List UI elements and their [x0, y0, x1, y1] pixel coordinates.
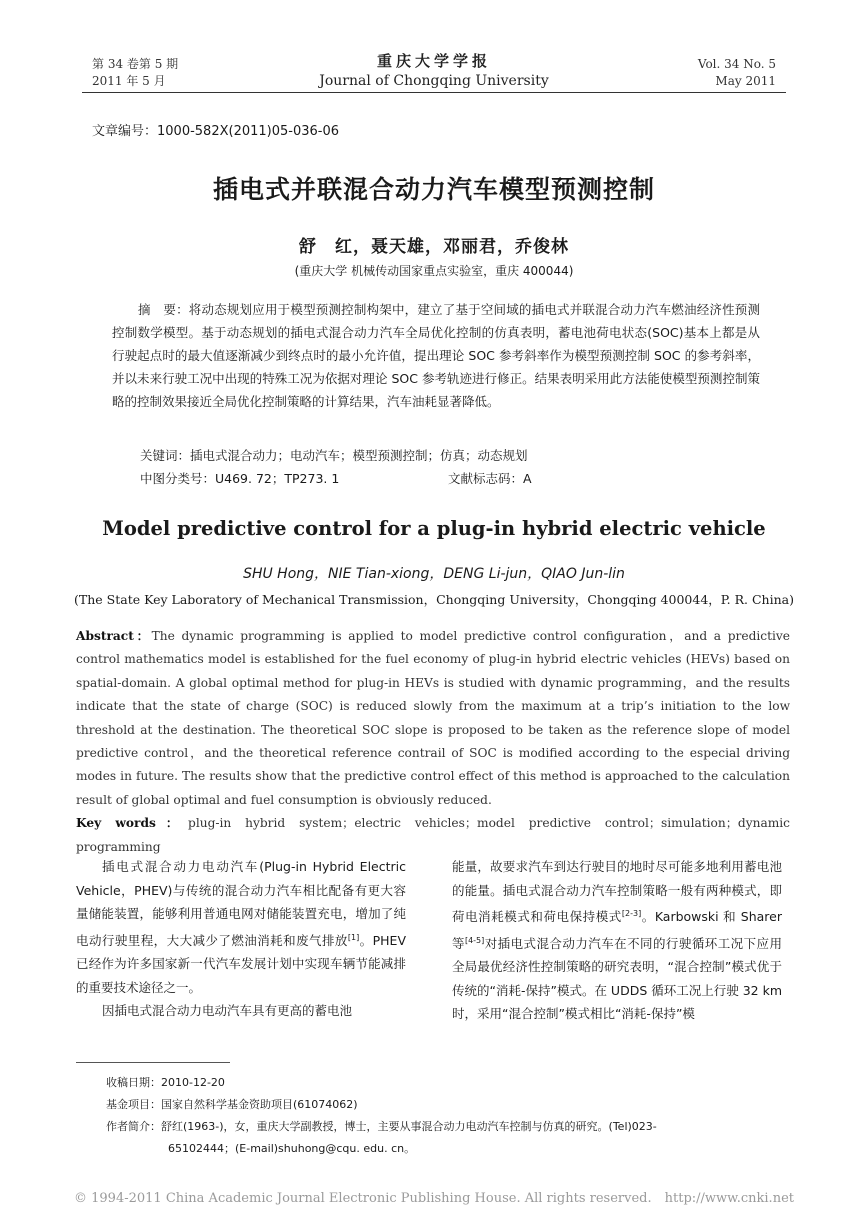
footnote-divider [76, 1062, 230, 1063]
body-paragraph [76, 855, 406, 999]
citation-ref: [2-3] [621, 909, 642, 918]
abstract-en-text: The dynamic programming is applied to model predictive control configuration，and a predictive control mathematics model is established for the fuel economy of plug-in hybrid electric vehicles (HEVs) based on spatial-domain. A global optimal method for plug-in HEVs is studied with dynamic programming，and the results indicate that the state of charge (SOC) is reduced slowly from the maximum at a trip’s initiation to the low threshold at the destination. The theoretical SOC slope is proposed to be taken as the reference slope of model predictive control，and the theoretical reference contrail of SOC is modified according to the especial driving modes in future. The results show that the predictive control effect of this method is approached to the calculation result of global optimal and fuel consumption is obviously reduced. [76, 629, 790, 807]
body-column-left [76, 855, 406, 1023]
document-code: 文献标志码：A [448, 471, 532, 486]
article-number: 文章编号：1000-582X(2011)05-036-06 [92, 124, 340, 139]
authors-cn: 舒 红，聂天雄，邓丽君，乔俊林 [299, 237, 569, 257]
abstract-en [76, 625, 790, 859]
journal-name-cn: 重庆大学学报 [376, 52, 491, 70]
author-bio-continued: 65102444；(E-mail)shuhong@cqu. edu. cn。 [168, 1142, 416, 1155]
body-text: 能量，故要求汽车到达行驶目的地时尽可能多地利用蓄电池的能量。插电式混合动力汽车控制策略一般有两种模式，即荷电消耗模式和荷电保持模式 [452, 859, 782, 925]
header-date-cn-text: 2011 年 5 月 [92, 74, 166, 88]
header-divider [82, 92, 786, 93]
abstract-cn: 摘 要：将动态规划应用于模型预测控制构架中，建立了基于空间域的插电式并联混合动力汽车燃油经济性预测控制数学模型。基于动态规划的插电式混合动力汽车全局优化控制的仿真表明，蓄电池荷电状态(SOC)基本上都是从行驶起点时的最大值逐渐减少到终点时的最小允许值，提出理论 SOC 参考斜率作为模型预测控制 SOC 的参考斜率，并以未来行驶工况中出现的特殊工况为依据对理论 SOC 参考轨迹进行修正。结果表明采用此方法能使模型预测控制策略的控制效果接近全局优化控制策略的计算结果，汽车油耗显著降低。 [112, 302, 760, 409]
keywords-en-text: plug-in hybrid system；electric vehicles；model predictive control；simulation；dynamic programming [76, 816, 790, 854]
header-volume-cn-text: 第 34 卷第 5 期 [92, 57, 179, 71]
keywords-en-label: Key words： [76, 816, 189, 831]
journal-name-en: Journal of Chongqing University [319, 73, 549, 89]
keywords-cn: 关键词：插电式混合动力；电动汽车；模型预测控制；仿真；动态规划 [140, 448, 528, 463]
title-en: Model predictive control for a plug-in hybrid electric vehicle [102, 517, 766, 540]
fund-info: 基金项目：国家自然科学基金资助项目(61074062) [106, 1098, 358, 1111]
header-volume-en-text: Vol. 34 No. 5 [697, 57, 776, 71]
body-text: 插电式混合动力电动汽车(Plug-in Hybrid Electric Vehicle，PHEV)与传统的混合动力汽车相比配备有更大容量储能装置，能够利用普通电网对储能装置充电，增加了纯电动行驶里程，大大减少了燃油消耗和废气排放 [76, 859, 406, 948]
body-text: 。PHEV 已经作为许多国家新一代汽车发展计划中实现车辆节能减排的重要技术途径之一。 [76, 932, 406, 995]
header-volume-cn [92, 56, 178, 90]
body-text: 。Karbowski 和 Sharer 等 [452, 909, 782, 951]
received-date: 收稿日期：2010-12-20 [106, 1076, 225, 1089]
clc-number: 中图分类号：U469. 72；TP273. 1 [140, 471, 340, 486]
body-paragraph [452, 855, 782, 1026]
citation-ref: [4-5] [464, 935, 485, 945]
abstract-en-label: Abstract： [76, 629, 152, 643]
header-date-en-text: May 2011 [715, 74, 776, 88]
classification-row [140, 469, 760, 487]
citation-ref: [1] [347, 932, 360, 942]
affiliation-cn: (重庆大学 机械传动国家重点实验室，重庆 400044) [294, 264, 574, 278]
affiliation-en: (The State Key Laboratory of Mechanical Transmission，Chongqing University，Chongqing 400044，P. R. China) [74, 592, 794, 607]
body-text: 对插电式混合动力汽车在不同的行驶循环工况下应用全局最优经济性控制策略的研究表明，“混合控制”模式优于传统的“消耗-保持”模式。在 UDDS 循环工况上行驶 32 km时，采用“混合控制”模式相比“消耗-保持”模 [452, 935, 783, 1022]
author-bio: 作者简介：舒红(1963-)，女，重庆大学副教授，博士，主要从事混合动力电动汽车控制与仿真的研究。(Tel)023- [106, 1120, 657, 1133]
body-paragraph: 因插电式混合动力电动汽车具有更高的蓄电池 [102, 1003, 353, 1019]
copyright-notice: © 1994-2011 China Academic Journal Electronic Publishing House. All rights reserved. http://www.cnki.net [74, 1191, 794, 1206]
journal-masthead [250, 50, 618, 89]
authors-en: SHU Hong，NIE Tian-xiong，DENG Li-jun，QIAO Jun-lin [243, 566, 625, 582]
body-column-right [452, 855, 782, 1026]
title-cn: 插电式并联混合动力汽车模型预测控制 [212, 175, 655, 204]
footnotes [106, 1072, 790, 1160]
header-volume-en [698, 56, 776, 90]
